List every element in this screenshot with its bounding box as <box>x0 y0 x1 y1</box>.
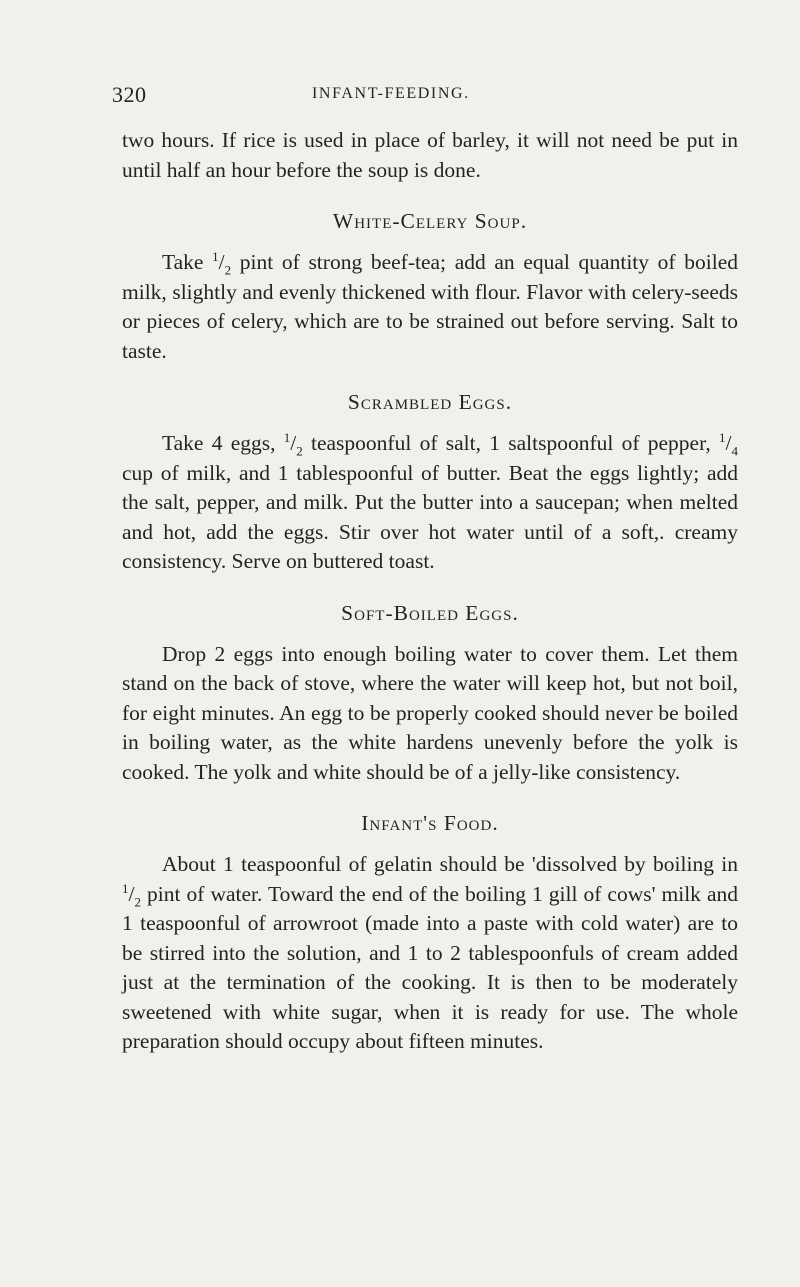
section-heading-infants-food: Infant's Food. <box>361 811 499 835</box>
text-run: About 1 teaspoonful of gelatin should be 'dissolved by boiling in <box>162 852 738 876</box>
section-heading-white-celery-soup: White-Celery Soup. <box>332 209 528 233</box>
fraction-denominator: 2 <box>224 262 232 278</box>
paragraph-infants-food: About 1 teaspoonful of gelatin should be 'dissolved by boiling in $^1/_2$ pint of water. Toward the end of the boiling 1 gill of cows' milk and 1 teaspoonful of arrowroot (made into a paste with cold water) are to be stirred into the solution, and 1 to 2 tablespoonfuls of cream added just at the termination of the cooking. It is then to be moderately sweetened with white sugar, when it is ready for use. The whole preparation should occupy about fifteen minutes. <box>122 852 738 1053</box>
paragraph-white-celery-soup: Take $^1/_2$ pint of strong beef-tea; add an equal quantity of boiled milk, slightly and evenly thickened with flour. Flavor with celery-seeds or pieces of celery, which are to be strained out before serving. Salt to taste. <box>122 248 738 363</box>
paragraph-soft-boiled-eggs: Drop 2 eggs into enough boiling water to cover them. Let them stand on the back of stove, where the water will keep hot, but not boil, for eight minutes. An egg to be properly cooked should never be boiled in boiling water, as the white hardens unevenly before the yolk is cooked. The yolk and white should be of a jelly-like consistency. <box>122 641 738 784</box>
fraction-denominator: 4 <box>731 443 738 459</box>
running-head <box>112 82 738 112</box>
page-number: 320 <box>112 82 147 107</box>
text-run: Take <box>162 250 213 274</box>
text-run: pint of strong beef-tea; add an equal quantity of boiled milk, slightly and evenly thickened with flour. Flavor with celery-seeds or pieces of celery, which are to be strained out before serving. Salt to taste. <box>122 250 738 363</box>
section-heading-scrambled-eggs: Scrambled Eggs. <box>347 390 513 414</box>
fraction-numerator: 1 <box>719 429 726 445</box>
fraction-denominator: 2 <box>296 443 303 459</box>
text-run: Take 4 eggs, <box>162 431 284 455</box>
text-run: teaspoonful of salt, 1 saltspoonful of pepper, <box>302 431 719 455</box>
continuation-paragraph: two hours. If rice is used in place of barley, it will not need be put in until half an hour before the soup is done. <box>122 128 738 182</box>
text-run: pint of water. Toward the end of the boiling 1 gill of cows' milk and 1 teaspoonful of arrowroot (made into a paste with cold water) are to be stirred into the solution, and 1 to 2 tablespoonfuls of cream added just at the termination of the cooking. It is then to be moderately sweetened with white sugar, when it is ready for use. The whole preparation should occupy about fifteen minutes. <box>122 881 738 1053</box>
section-heading-soft-boiled-eggs: Soft-Boiled Eggs. <box>341 600 519 625</box>
fraction-numerator: 1 <box>212 248 219 264</box>
text-run: cup of milk, and 1 tablespoonful of butter. Beat the eggs lightly; add the salt, pepper, and milk. Put the butter into a saucepan; when melted and hot, add the eggs. Stir over hot water until of a soft,. creamy consistency. Serve on buttered toast. <box>122 460 738 573</box>
fraction-denominator: 2 <box>134 893 141 909</box>
paragraph-scrambled-eggs: Take 4 eggs, $^1/_2$ teaspoonful of salt, 1 saltspoonful of pepper, $^1/_4$ cup of milk, and 1 tablespoonful of butter. Beat the eggs lightly; add the salt, pepper, and milk. Put the butter into a saucepan; when melted and hot, add the eggs. Stir over hot water until of a soft,. creamy consistency. Serve on buttered toast. <box>122 429 738 573</box>
fraction-numerator: 1 <box>122 880 129 896</box>
book-page <box>112 82 738 1057</box>
fraction-numerator: 1 <box>283 429 291 445</box>
running-title: INFANT-FEEDING. <box>312 85 470 102</box>
